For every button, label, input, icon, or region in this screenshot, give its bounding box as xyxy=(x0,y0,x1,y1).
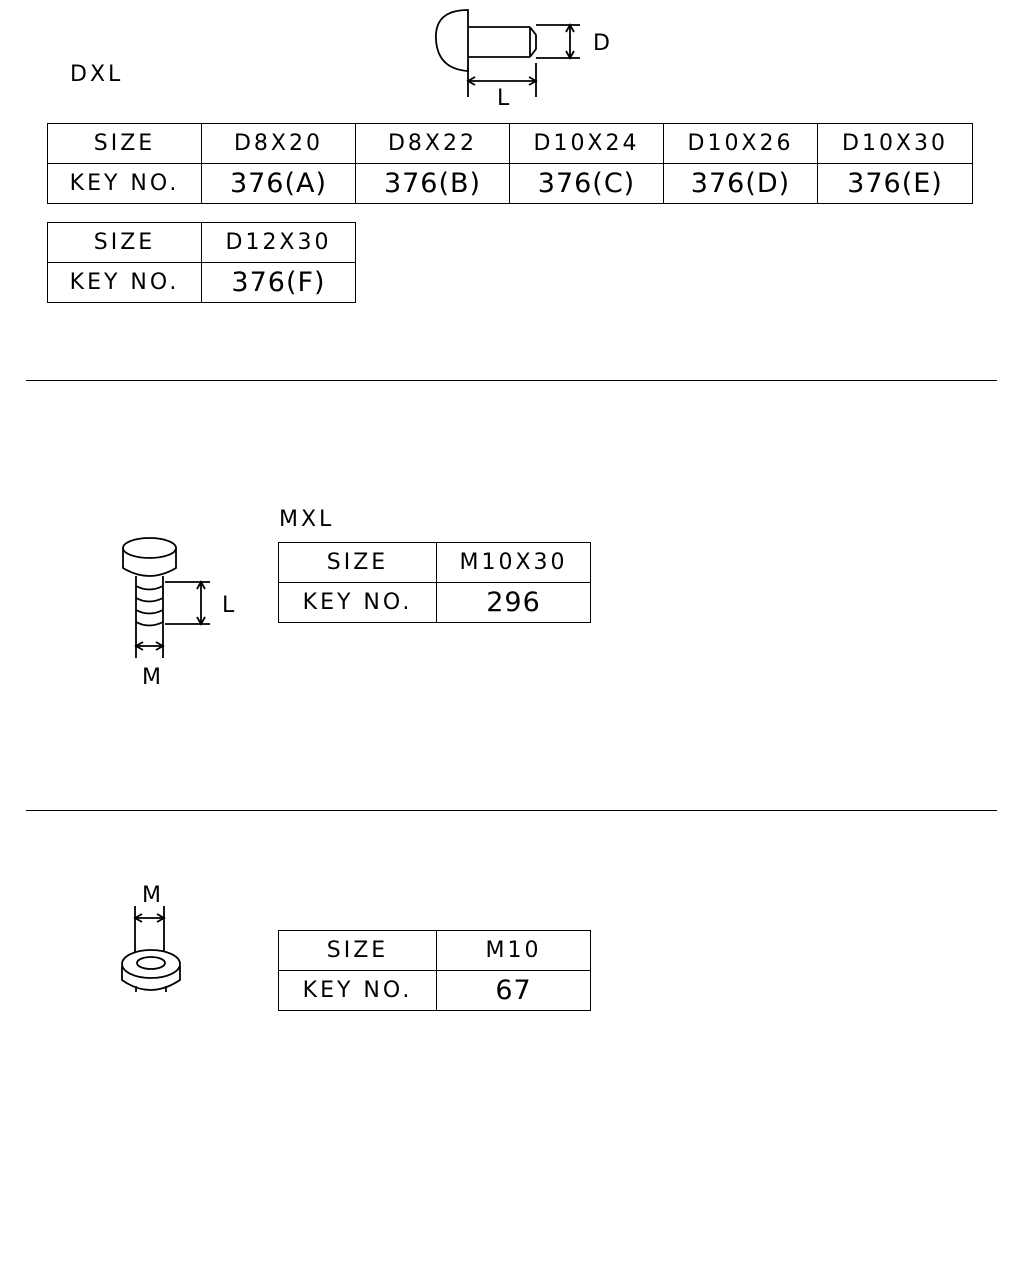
size-row xyxy=(279,543,591,583)
key-header: KEY NO. xyxy=(279,971,437,1011)
key-header: KEY NO. xyxy=(279,583,437,623)
key-cell: 376(C) xyxy=(510,164,664,204)
key-cell: 376(F) xyxy=(202,263,356,303)
key-row xyxy=(48,164,973,204)
size-header: SIZE xyxy=(48,124,202,164)
key-header: KEY NO. xyxy=(48,164,202,204)
section-divider xyxy=(26,810,997,811)
round-head-rivet-icon xyxy=(430,5,620,100)
key-cell: 67 xyxy=(437,971,591,1011)
size-cell: D8X20 xyxy=(202,124,356,164)
size-cell: D10X26 xyxy=(664,124,818,164)
nut-icon xyxy=(118,900,198,1000)
size-cell: M10X30 xyxy=(437,543,591,583)
size-header: SIZE xyxy=(279,543,437,583)
size-cell: D10X24 xyxy=(510,124,664,164)
key-row xyxy=(279,583,591,623)
size-cell: D8X22 xyxy=(356,124,510,164)
key-cell: 376(A) xyxy=(202,164,356,204)
key-cell: 376(D) xyxy=(664,164,818,204)
dimension-label-d: D xyxy=(593,31,610,56)
dxl-size-table xyxy=(47,123,973,204)
dimension-label-m: M xyxy=(142,665,161,690)
size-cell: D10X30 xyxy=(818,124,973,164)
size-row xyxy=(279,931,591,971)
key-cell: 296 xyxy=(437,583,591,623)
section-divider xyxy=(26,380,997,381)
size-row xyxy=(48,124,973,164)
size-cell: D12X30 xyxy=(202,223,356,263)
section-code-mxl: MXL xyxy=(279,507,335,532)
dimension-label-m: M xyxy=(142,883,161,908)
size-row xyxy=(48,223,356,263)
dimension-label-l: L xyxy=(497,86,510,111)
dxl-size-table-2 xyxy=(47,222,356,303)
size-cell: M10 xyxy=(437,931,591,971)
nut-size-table xyxy=(278,930,591,1011)
mxl-size-table xyxy=(278,542,591,623)
key-cell: 376(B) xyxy=(356,164,510,204)
key-header: KEY NO. xyxy=(48,263,202,303)
dimension-label-l: L xyxy=(222,593,235,618)
size-header: SIZE xyxy=(279,931,437,971)
key-row xyxy=(48,263,356,303)
size-header: SIZE xyxy=(48,223,202,263)
key-cell: 376(E) xyxy=(818,164,973,204)
section-code-dxl: DXL xyxy=(70,62,124,87)
key-row xyxy=(279,971,591,1011)
